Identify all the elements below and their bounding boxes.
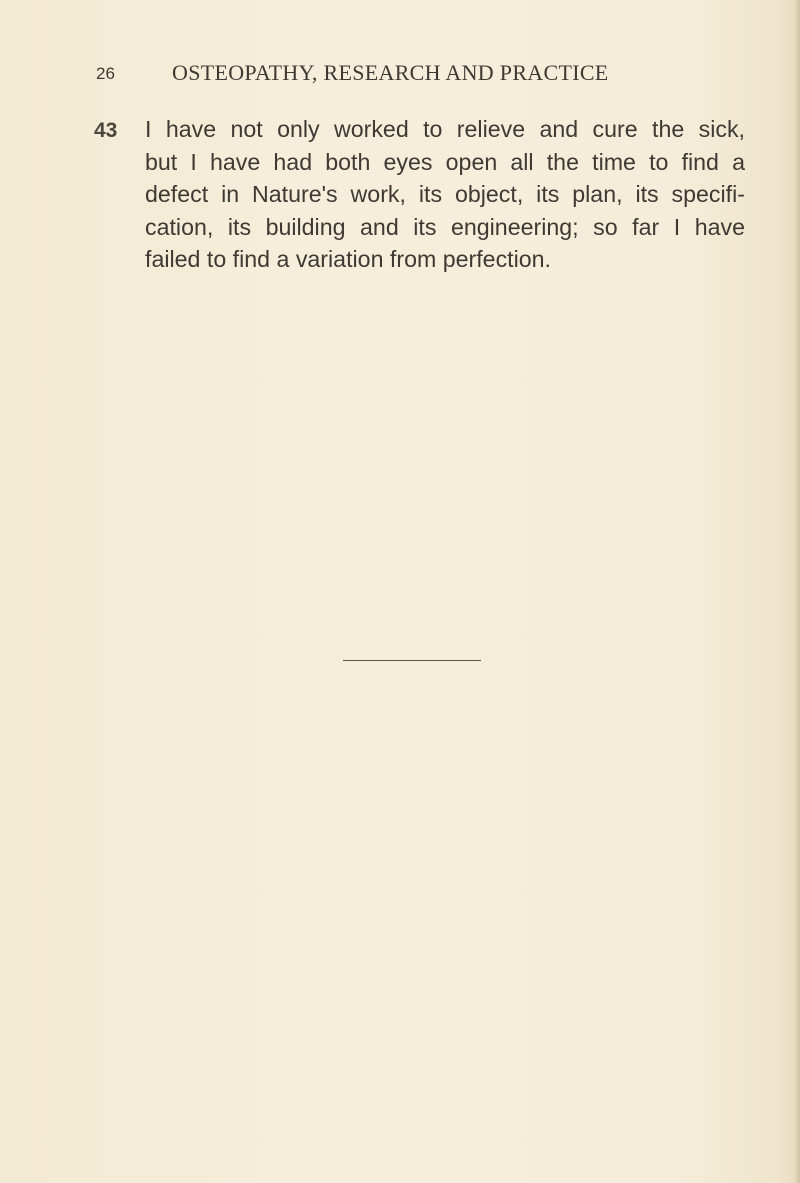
paragraph-line: defect in Nature's work, its object, its plan, its specifi- [145,181,745,207]
paragraph-line: but I have had both eyes open all the time to find a [145,148,745,175]
paragraph-line: cation, its building and its engineering; so far I have [145,213,745,240]
page-number: 26 [96,64,115,83]
paragraph-line: failed to find a variation from perfection. [145,246,551,272]
page-edge-shadow [794,0,800,1183]
running-head: OSTEOPATHY, RESEARCH AND PRACTICE [172,60,609,85]
page-header [0,60,800,90]
section-divider-rule [343,660,481,661]
paragraph-body [145,113,745,276]
paragraph-line: I have not only worked to relieve and cure the sick, [145,116,745,142]
paragraph-number: 43 [94,119,118,142]
